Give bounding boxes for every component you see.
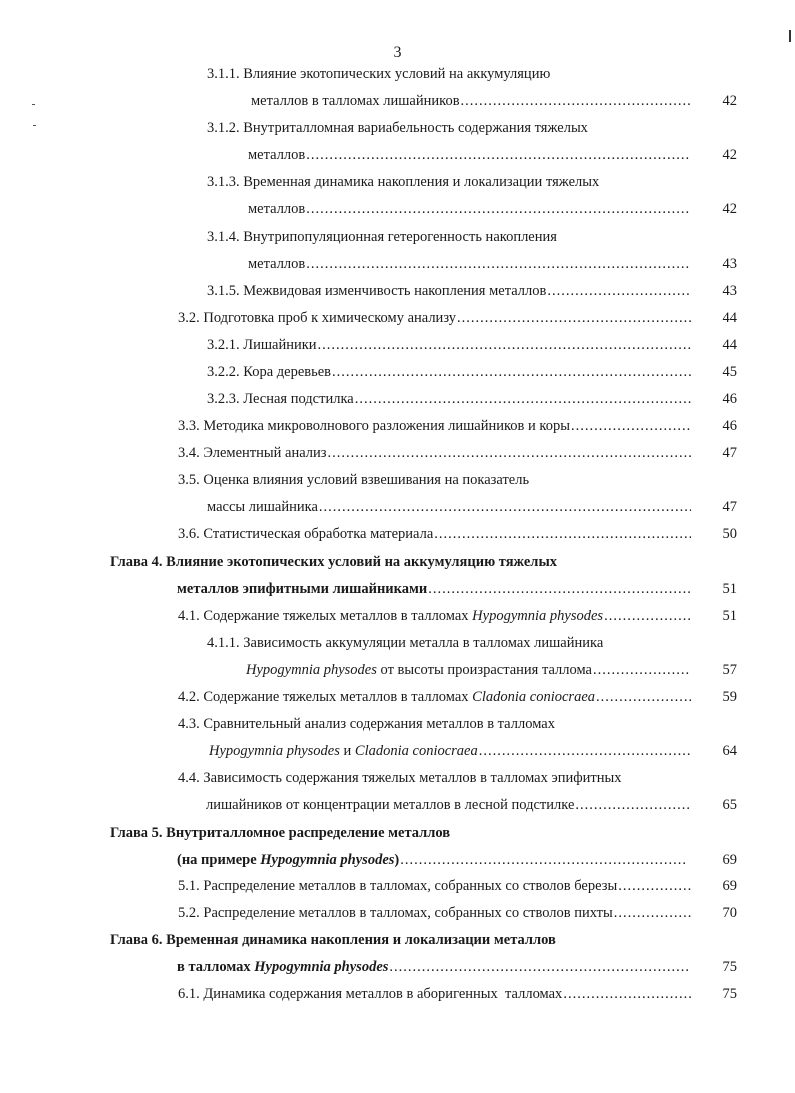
toc-entry-3-1-1 <box>251 92 691 110</box>
leader-dots <box>461 92 691 110</box>
scan-edge-mark <box>789 30 791 42</box>
toc-entry-3-1-4 <box>248 255 691 273</box>
toc-page-number: 51 <box>722 608 737 624</box>
toc-entry-title <box>209 742 478 760</box>
leader-dots <box>614 904 691 922</box>
toc-entry-text: 4.2. Содержание тяжелых металлов в талломах <box>178 689 473 705</box>
toc-entry-title: металлов в талломах лишайников <box>251 93 460 109</box>
toc-entry-title: массы лишайника <box>207 499 318 515</box>
toc-entry-title: 3.2.1. Лишайники <box>207 337 317 353</box>
toc-entry-title: 3.2. Подготовка проб к химическому анализу <box>178 310 456 326</box>
leader-dots <box>618 877 691 895</box>
toc-chapter-5 <box>177 851 687 869</box>
toc-entry-text: от высоты произрастания таллома <box>376 662 592 678</box>
toc-entry-3-5-line1: 3.5. Оценка влияния условий взвешивания на показатель <box>178 472 530 488</box>
toc-entry-3-1-5 <box>207 282 691 300</box>
toc-page-number: 70 <box>722 905 737 921</box>
toc-entry-4-2 <box>178 688 691 706</box>
leader-dots <box>593 661 691 679</box>
toc-page-number: 51 <box>722 581 737 597</box>
leader-dots <box>547 282 691 300</box>
toc-entry-title <box>178 688 595 706</box>
toc-entry-3-3 <box>178 417 691 435</box>
species-name: Hypogymnia physodes <box>246 662 377 678</box>
toc-entry-4-1-1 <box>246 661 691 679</box>
species-name: Hypogymnia physodes <box>260 852 395 868</box>
leader-dots <box>604 607 691 625</box>
toc-chapter-4-line1: Глава 4. Влияние экотопических условий на аккумуляцию тяжелых <box>110 554 558 570</box>
leader-dots <box>457 309 691 327</box>
toc-page-number: 42 <box>722 93 737 109</box>
toc-page-number: 59 <box>722 689 737 705</box>
toc-entry-title: металлов эпифитными лишайниками <box>177 581 428 597</box>
toc-page-number: 65 <box>722 797 737 813</box>
toc-chapter-4 <box>177 580 691 598</box>
toc-entry-title: металлов <box>248 201 306 217</box>
toc-entry-title: металлов <box>248 147 306 163</box>
toc-entry-title: 3.2.3. Лесная подстилка <box>207 391 354 407</box>
toc-page-number: 64 <box>722 743 737 759</box>
toc-entry-title: 5.2. Распределение металлов в талломах, собранных со стволов пихты <box>178 905 613 921</box>
toc-entry-title: металлов <box>248 256 306 272</box>
toc-entry-text: в талломах <box>177 959 255 975</box>
toc-entry-title <box>177 851 399 869</box>
toc-entry-title: 3.4. Элементный анализ <box>178 445 327 461</box>
toc-entry-3-2 <box>178 309 691 327</box>
toc-entry-title: 3.3. Методика микроволнового разложения лишайников и коры <box>178 418 570 434</box>
toc-entry-6-1 <box>178 985 691 1003</box>
leader-dots <box>434 525 691 543</box>
toc-entry-3-4 <box>178 444 691 462</box>
leader-dots <box>563 985 691 1003</box>
leader-dots <box>332 363 691 381</box>
toc-page-number: 57 <box>722 662 737 678</box>
toc-entry-title: 3.2.2. Кора деревьев <box>207 364 332 380</box>
toc-entry-3-6 <box>178 525 691 543</box>
toc-entry-4-4 <box>206 796 691 814</box>
toc-page-number: 44 <box>722 310 737 326</box>
toc-entry-title: 3.1.5. Межвидовая изменчивость накопления металлов <box>207 283 547 299</box>
toc-page-number: 44 <box>722 337 737 353</box>
species-name: Hypogymnia physodes <box>209 743 340 759</box>
toc-entry-4-1-1-line1: 4.1.1. Зависимость аккумуляции металла в талломах лишайника <box>207 635 604 651</box>
toc-entry-text: 4.1. Содержание тяжелых металлов в талломах <box>178 608 473 624</box>
toc-page-number: 42 <box>722 201 737 217</box>
toc-entry-title <box>177 958 388 976</box>
toc-entry-title: лишайников от концентрации металлов в лесной подстилке <box>206 797 575 813</box>
toc-page-number: 43 <box>722 256 737 272</box>
toc-entry-3-1-3 <box>248 200 691 218</box>
toc-page-number: 69 <box>722 878 737 894</box>
toc-entry-4-3 <box>209 742 691 760</box>
scan-speck <box>32 104 35 105</box>
toc-entry-3-1-4-line1: 3.1.4. Внутрипопуляционная гетерогенность накопления <box>207 229 557 245</box>
species-name: Hypogymnia physodes <box>472 608 604 624</box>
toc-entry-3-1-2-line1: 3.1.2. Внутриталломная вариабельность содержания тяжелых <box>207 120 588 136</box>
leader-dots <box>355 390 691 408</box>
toc-entry-title: 3.6. Статистическая обработка материала <box>178 526 434 542</box>
toc-entry-text: ) <box>394 852 400 868</box>
leader-dots <box>571 417 691 435</box>
toc-chapter-6 <box>177 958 691 976</box>
toc-page-number: 50 <box>722 526 737 542</box>
leader-dots <box>306 255 691 273</box>
toc-page-number: 46 <box>722 418 737 434</box>
toc-entry-3-2-2 <box>207 363 691 381</box>
leader-dots <box>428 580 691 598</box>
leader-dots <box>318 336 691 354</box>
toc-entry-4-4-line1: 4.4. Зависимость содержания тяжелых металлов в талломах эпифитных <box>178 770 622 786</box>
species-name: Cladonia coniocraea <box>472 689 596 705</box>
toc-page-number: 45 <box>722 364 737 380</box>
toc-page-number: 47 <box>722 499 737 515</box>
toc-entry-3-1-2 <box>248 146 691 164</box>
toc-page-number: 75 <box>722 986 737 1002</box>
toc-entry-title: 6.1. Динамика содержания металлов в аборигенных талломах <box>178 986 563 1002</box>
species-name: Hypogymnia physodes <box>254 959 389 975</box>
toc-entry-5-2 <box>178 904 691 922</box>
leader-dots <box>319 498 691 516</box>
toc-entry-4-1 <box>178 607 691 625</box>
leader-dots <box>306 200 691 218</box>
toc-page-number: 42 <box>722 147 737 163</box>
toc-page-number: 46 <box>722 391 737 407</box>
toc-entry-3-1-1-line1: 3.1.1. Влияние экотопических условий на аккумуляцию <box>207 66 551 82</box>
leader-dots <box>596 688 691 706</box>
toc-entry-3-1-3-line1: 3.1.3. Временная динамика накопления и локализации тяжелых <box>207 174 600 190</box>
toc-entry-text: и <box>339 743 355 759</box>
toc-page-number: 69 <box>722 852 737 868</box>
toc-entry-5-1 <box>178 877 691 895</box>
scan-speck <box>33 125 36 126</box>
leader-dots <box>575 796 691 814</box>
leader-dots <box>389 958 691 976</box>
toc-entry-title <box>246 661 592 679</box>
toc-entry-title: 5.1. Распределение металлов в талломах, собранных со стволов березы <box>178 878 618 894</box>
page-number: 3 <box>393 44 402 61</box>
toc-entry-3-2-1 <box>207 336 691 354</box>
toc-page-number: 47 <box>722 445 737 461</box>
toc-page-number: 75 <box>722 959 737 975</box>
leader-dots <box>306 146 691 164</box>
species-name-2: Cladonia coniocraea <box>354 743 478 759</box>
toc-page-number: 43 <box>722 283 737 299</box>
toc-chapter-5-line1: Глава 5. Внутриталломное распределение металлов <box>110 825 451 841</box>
toc-entry-3-5 <box>207 498 691 516</box>
toc-entry-text: (на примере <box>177 852 261 868</box>
toc-entry-title <box>178 607 603 625</box>
leader-dots <box>479 742 691 760</box>
toc-entry-3-2-3 <box>207 390 691 408</box>
toc-entry-4-3-line1: 4.3. Сравнительный анализ содержания металлов в талломах <box>178 716 555 732</box>
leader-dots <box>400 851 687 869</box>
leader-dots <box>328 444 691 462</box>
toc-chapter-6-line1: Глава 6. Временная динамика накопления и локализации металлов <box>110 932 556 948</box>
